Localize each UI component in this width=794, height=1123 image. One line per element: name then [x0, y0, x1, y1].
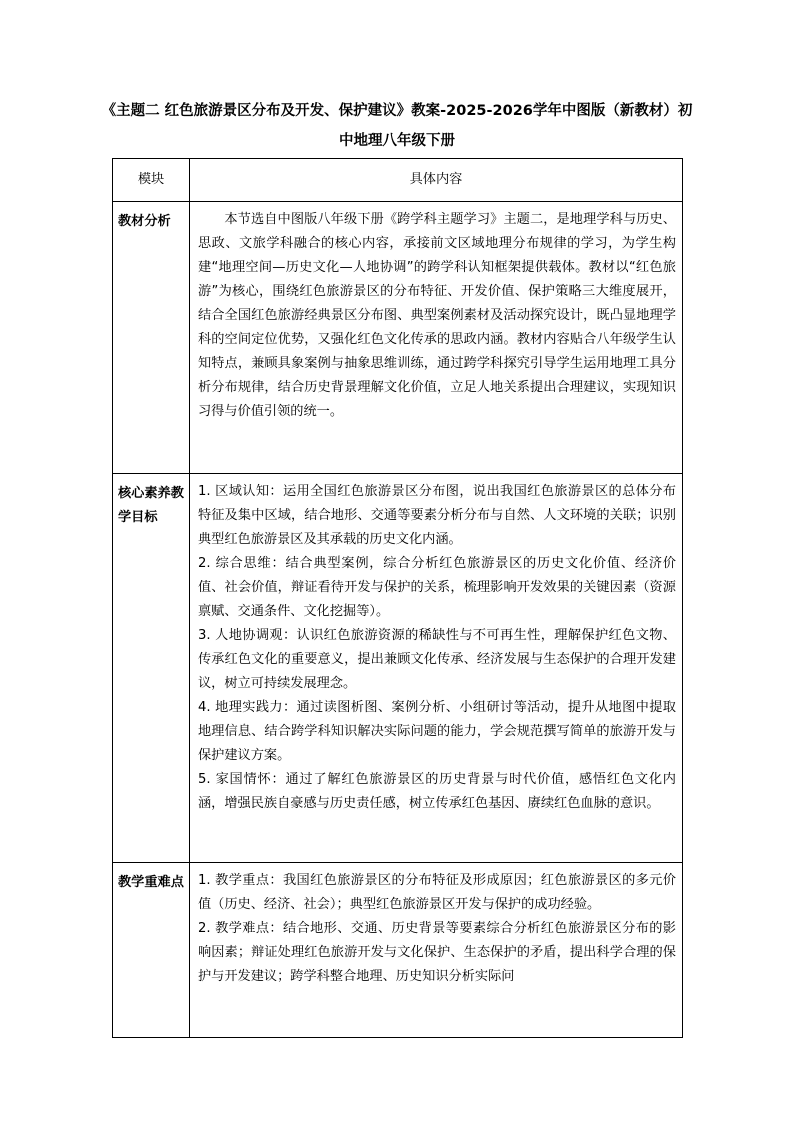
paragraph: 本节选自中图版八年级下册《跨学科主题学习》主题二，是地理学科与历史、思政、文旅学科融合的核心内容，承接前文区域地理分布规律的学习，为学生构建“地理空间—历史文化—人地协调”的跨学科认知框架提供载体。教材以“红色旅游”为核心，围绕红色旅游景区的分布特征、开发价值、保护策略三大维度展开，结合全国红色旅游经典景区分布图、典型案例素材及活动探究设计，既凸显地理学科的空间定位优势，又强化红色文化传承的思政内涵。教材内容贴合八年级学生认知特点，兼顾具象案例与抽象思维训练，通过跨学科探究引导学生运用地理工具分析分布规律，结合历史背景理解文化价值，立足人地关系提出合理建议，实现知识习得与价值引领的统一。 — [198, 212, 676, 419]
table-header-row — [113, 159, 683, 202]
paragraph: 3. 人地协调观：认识红色旅游资源的稀缺性与不可再生性，理解保护红色文物、传承红色文化的重要意义，提出兼顾文化传承、经济发展与生态保护的合理开发建议，树立可持续发展理念。 — [198, 628, 676, 691]
header-content: 具体内容 — [190, 159, 683, 202]
row-content-key-difficult — [190, 863, 683, 1038]
paragraph: 2. 教学难点：结合地形、交通、历史背景等要素综合分析红色旅游景区分布的影响因素；辩证处理红色旅游开发与文化保护、生态保护的矛盾，提出科学合理的保护与开发建议；跨学科整合地理、历史知识分析实际问 — [198, 921, 676, 984]
paragraph: 1. 教学重点：我国红色旅游景区的分布特征及形成原因；红色旅游景区的多元价值（历史、经济、社会）；典型红色旅游景区开发与保护的成功经验。 — [198, 873, 676, 912]
table-row — [113, 474, 683, 863]
table-row — [113, 202, 683, 474]
row-content-core-goals — [190, 474, 683, 863]
lesson-plan-table — [112, 158, 683, 1038]
row-label-key-difficult: 教学重难点 — [113, 863, 190, 1038]
row-content-textbook-analysis — [190, 202, 683, 474]
table-row — [113, 863, 683, 1038]
header-module: 模块 — [113, 159, 190, 202]
paragraph: 4. 地理实践力：通过读图析图、案例分析、小组研讨等活动，提升从地图中提取地理信息、结合跨学科知识解决实际问题的能力，学会规范撰写简单的旅游开发与保护建议方案。 — [198, 700, 676, 763]
document-title: 《主题二 红色旅游景区分布及开发、保护建议》教案-2025-2026学年中图版（新教材）初中地理八年级下册 — [101, 103, 693, 149]
paragraph: 5. 家国情怀：通过了解红色旅游景区的历史背景与时代价值，感悟红色文化内涵，增强民族自豪感与历史责任感，树立传承红色基因、赓续红色血脉的意识。 — [198, 772, 676, 811]
row-label-core-goals: 核心素养教学目标 — [113, 474, 190, 863]
row-label-textbook-analysis: 教材分析 — [113, 202, 190, 474]
paragraph: 2. 综合思维：结合典型案例，综合分析红色旅游景区的历史文化价值、经济价值、社会价值，辩证看待开发与保护的关系，梳理影响开发效果的关键因素（资源禀赋、交通条件、文化挖掘等）。 — [198, 556, 676, 619]
paragraph: 1. 区域认知：运用全国红色旅游景区分布图，说出我国红色旅游景区的总体分布特征及集中区域，结合地形、交通等要素分析分布与自然、人文环境的关联；识别典型红色旅游景区及其承载的历史文化内涵。 — [198, 484, 676, 547]
